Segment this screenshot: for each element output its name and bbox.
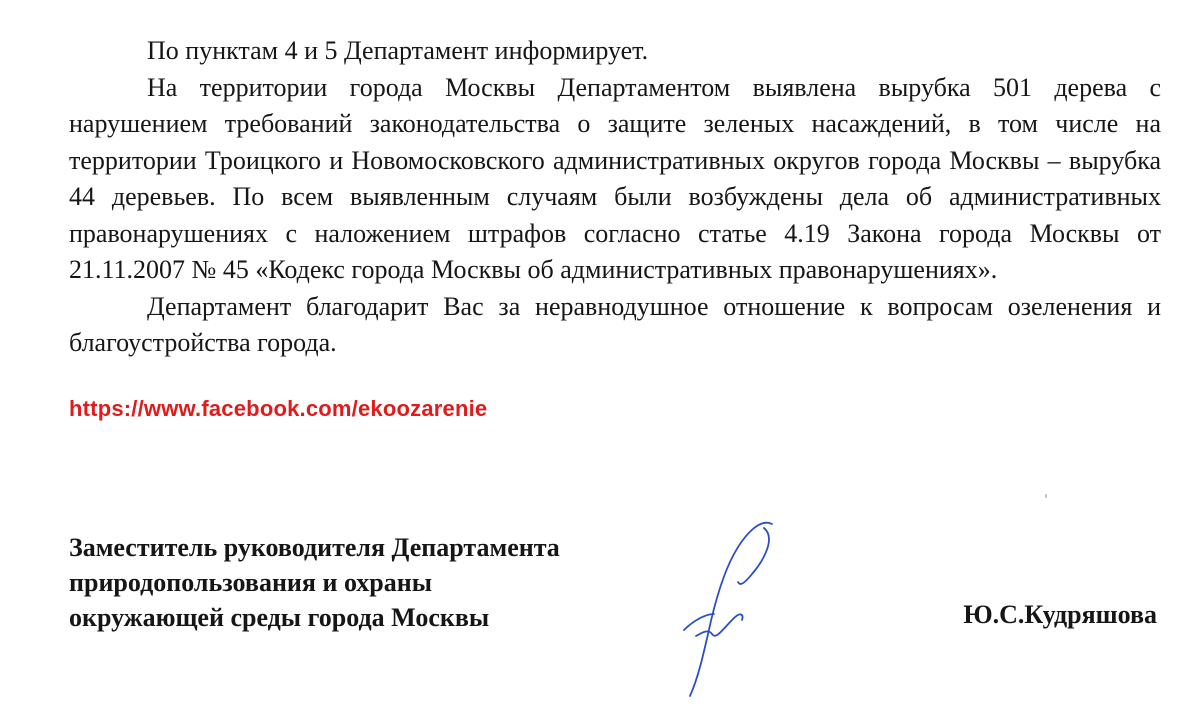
signatory-title-line-3: окружающей среды города Москвы [69, 603, 490, 632]
signatory-title-line-1: Заместитель руководителя Департамента [69, 533, 560, 562]
paragraph-points: По пунктам 4 и 5 Департамент информирует. [147, 36, 649, 65]
scan-speck [1045, 494, 1047, 498]
paragraph-thanks: Департамент благодарит Вас за неравнодушное отношение к вопросам озеленения и благоустройства города. [69, 291, 1161, 357]
letter-body [69, 33, 1161, 362]
signatory-title-line-2: природопользования и охраны [69, 568, 433, 597]
facebook-link[interactable]: https://www.facebook.com/ekoozarenie [69, 396, 488, 421]
paragraph-violations: На территории города Москвы Департаментом выявлена вырубка 501 дерева с нарушением требований законодательства о защите зеленых насаждений, в том числе на территории Троицкого и Новомосковского административных округов города Москвы – вырубка 44 деревьев. По всем выявленным случаям были возбуждены дела об административных правонарушениях с наложением штрафов согласно статье 4.19 Закона города Москвы от 21.11.2007 № 45 «Кодекс города Москвы об административных правонарушениях». [69, 72, 1161, 284]
handwritten-signature [660, 510, 800, 710]
signatory-name: Ю.С.Кудряшова [963, 600, 1157, 629]
signatory-title [69, 530, 560, 635]
